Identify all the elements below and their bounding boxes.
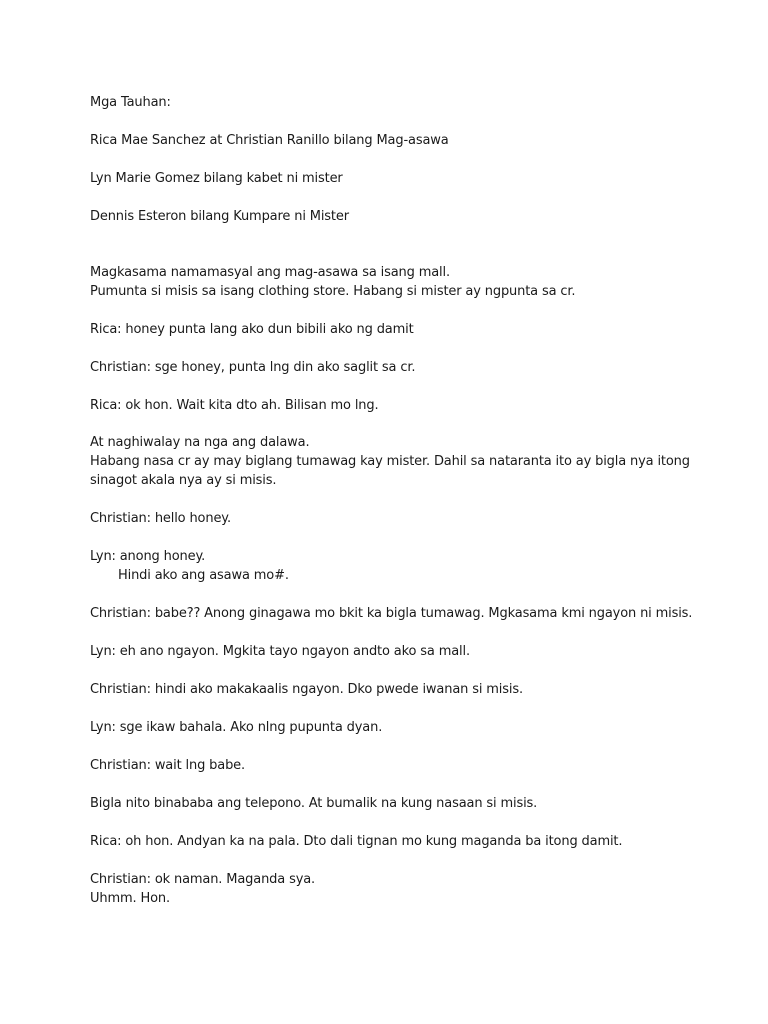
scene-line: Magkasama namamasyal ang mag-asawa sa isang mall. [90,265,450,280]
narration-line: sinagot akala nya ay si misis. [90,473,277,488]
scene-line: Pumunta si misis sa isang clothing store. Habang si mister ay ngpunta sa cr. [90,284,576,299]
dialogue-line: Lyn: sge ikaw bahala. Ako nlng pupunta dyan. [90,720,383,735]
dialogue-line: Christian: sge honey, punta lng din ako saglit sa cr. [90,360,416,375]
dialogue-line: Lyn: eh ano ngayon. Mgkita tayo ngayon andto ako sa mall. [90,644,470,659]
dialogue-line: Uhmm. Hon. [90,891,170,906]
dialogue-line: Christian: hindi ako makakaalis ngayon. Dko pwede iwanan si misis. [90,682,523,697]
dialogue-line: Christian: babe?? Anong ginagawa mo bkit ka bigla tumawag. Mgkasama kmi ngayon ni misis. [90,606,693,621]
dialogue-continuation: Hindi ako ang asawa mo#. [118,568,289,583]
dialogue-line: Rica: oh hon. Andyan ka na pala. Dto dali tignan mo kung maganda ba itong damit. [90,834,623,849]
cast-heading: Mga Tauhan: [90,95,171,110]
dialogue-line: Christian: ok naman. Maganda sya. [90,872,316,887]
cast-member: Dennis Esteron bilang Kumpare ni Mister [90,209,349,224]
dialogue-line: Christian: hello honey. [90,511,231,526]
narration-line: At naghiwalay na nga ang dalawa. [90,435,310,450]
dialogue-line: Christian: wait lng babe. [90,758,245,773]
cast-member: Lyn Marie Gomez bilang kabet ni mister [90,171,343,186]
dialogue-line: Lyn: anong honey. [90,549,206,564]
narration-line: Habang nasa cr ay may biglang tumawag kay mister. Dahil sa nataranta ito ay bigla nya itong [90,454,690,469]
dialogue-line: Rica: ok hon. Wait kita dto ah. Bilisan mo lng. [90,398,379,413]
dialogue-line: Rica: honey punta lang ako dun bibili ako ng damit [90,322,414,337]
cast-member: Rica Mae Sanchez at Christian Ranillo bilang Mag-asawa [90,133,449,148]
narration-line: Bigla nito binababa ang telepono. At bumalik na kung nasaan si misis. [90,796,538,811]
